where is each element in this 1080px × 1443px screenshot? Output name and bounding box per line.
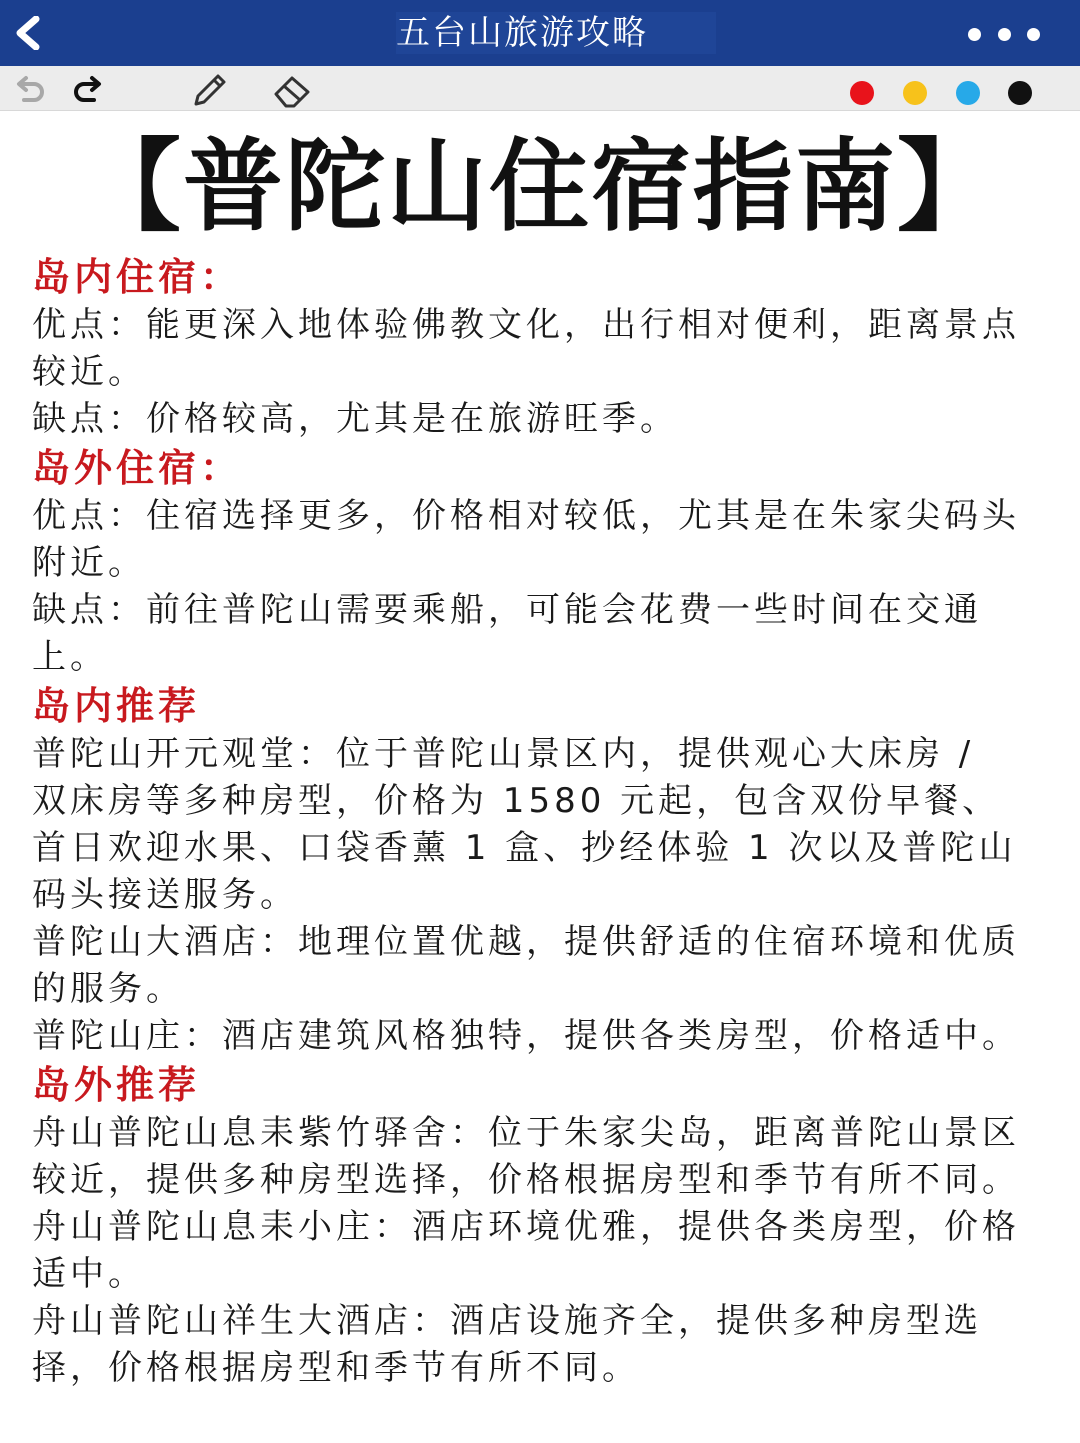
pencil-icon: [190, 72, 228, 108]
text-line: 舟山普陀山息耒紫竹驿舍：位于朱家尖岛，距离普陀山景区: [32, 1113, 1020, 1153]
text-line: 缺点：前往普陀山需要乘船，可能会花费一些时间在交通: [32, 590, 982, 630]
undo-icon: [12, 74, 48, 106]
text-line: 择，价格根据房型和季节有所不同。: [32, 1348, 640, 1388]
more-dot-icon: [968, 28, 981, 41]
page-title: 【普陀山住宿指南】: [81, 128, 999, 245]
color-swatch-blue[interactable]: [956, 81, 980, 105]
redo-icon: [70, 74, 106, 106]
back-button[interactable]: [8, 10, 48, 56]
section-heading: 岛外推荐: [32, 1063, 201, 1107]
title-bar: [0, 0, 1080, 66]
more-dot-icon: [1027, 28, 1040, 41]
more-button[interactable]: [968, 22, 1040, 46]
color-swatch-red[interactable]: [850, 81, 874, 105]
section-heading: 岛内住宿：: [32, 255, 243, 299]
app-title: 五台山旅游攻略: [396, 12, 716, 54]
eraser-button[interactable]: [272, 74, 308, 106]
text-line: 舟山普陀山息耒小庄：酒店环境优雅，提供各类房型，价格: [32, 1207, 1020, 1247]
text-line: 普陀山庄：酒店建筑风格独特，提供各类房型，价格适中。: [32, 1016, 1020, 1056]
section-heading: 岛外住宿：: [32, 446, 243, 490]
undo-button[interactable]: [12, 74, 48, 106]
eraser-icon: [272, 74, 312, 108]
text-line: 的服务。: [32, 969, 184, 1009]
text-line: 码头接送服务。: [32, 875, 298, 915]
more-dot-icon: [998, 28, 1011, 41]
text-line: 双床房等多种房型，价格为 1580 元起，包含双份早餐、: [32, 781, 1001, 821]
text-line: 首日欢迎水果、口袋香薰 1 盒、抄经体验 1 次以及普陀山: [32, 828, 1017, 868]
text-line: 普陀山开元观堂：位于普陀山景区内，提供观心大床房 /: [32, 734, 975, 774]
text-line: 缺点：价格较高，尤其是在旅游旺季。: [32, 399, 678, 439]
text-line: 普陀山大酒店：地理位置优越，提供舒适的住宿环境和优质: [32, 922, 1020, 962]
text-line: 较近，提供多种房型选择，价格根据房型和季节有所不同。: [32, 1160, 1020, 1200]
text-line: 舟山普陀山祥生大酒店：酒店设施齐全，提供多种房型选: [32, 1301, 982, 1341]
text-line: 上。: [32, 637, 108, 677]
redo-button[interactable]: [70, 74, 106, 106]
chevron-left-icon: [14, 16, 42, 50]
color-swatch-black[interactable]: [1008, 81, 1032, 105]
text-line: 附近。: [32, 543, 146, 583]
text-line: 较近。: [32, 352, 146, 392]
text-line: 适中。: [32, 1254, 146, 1294]
color-swatch-yellow[interactable]: [903, 81, 927, 105]
article-body: [32, 252, 1062, 1392]
section-heading: 岛内推荐: [32, 684, 201, 728]
pencil-button[interactable]: [190, 72, 226, 104]
text-line: 优点：能更深入地体验佛教文化，出行相对便利，距离景点: [32, 305, 1020, 345]
text-line: 优点：住宿选择更多，价格相对较低，尤其是在朱家尖码头: [32, 496, 1020, 536]
